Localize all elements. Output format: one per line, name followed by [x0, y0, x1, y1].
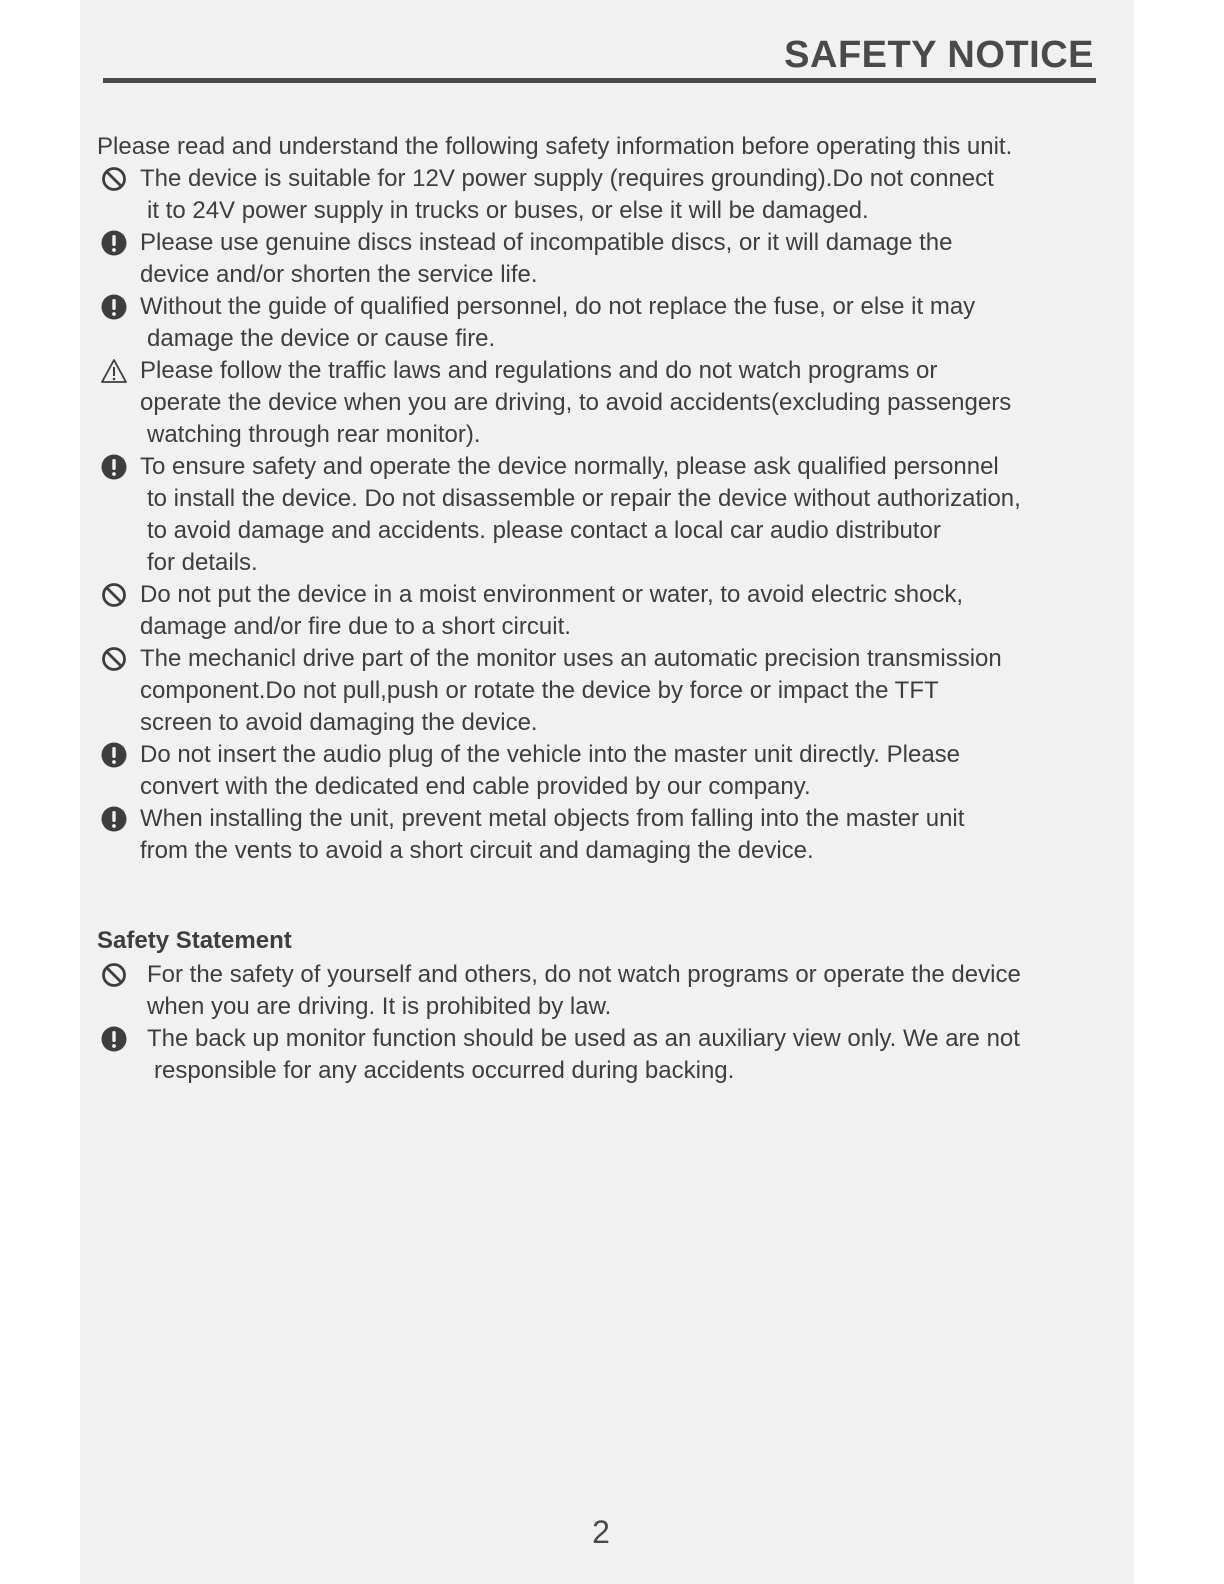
- notice-line: Do not insert the audio plug of the vehicle into the master unit directly. Please: [140, 741, 961, 768]
- statement-item: [97, 959, 1107, 1023]
- warning-triangle-icon: [101, 358, 127, 384]
- notice-item: [97, 355, 1107, 451]
- notice-line: operate the device when you are driving, to avoid accidents(excluding passengers: [140, 389, 1012, 416]
- notice-line: The device is suitable for 12V power supply (requires grounding).Do not connect: [140, 165, 994, 192]
- notice-item: [97, 451, 1107, 579]
- statement-item: [97, 1023, 1107, 1087]
- notice-item: [97, 803, 1107, 867]
- page-title: SAFETY NOTICE: [784, 34, 1094, 76]
- notice-item: [97, 227, 1107, 291]
- safety-statement-title: Safety Statement: [97, 927, 292, 954]
- notice-line: Please use genuine discs instead of incompatible discs, or it will damage the: [140, 229, 953, 256]
- page-number: 2: [592, 1514, 610, 1550]
- caution-icon: [101, 454, 127, 480]
- notice-line: device and/or shorten the service life.: [140, 261, 538, 288]
- notice-line: component.Do not pull,push or rotate the device by force or impact the TFT: [140, 677, 939, 704]
- statement-line: For the safety of yourself and others, do not watch programs or operate the device: [147, 961, 1021, 988]
- caution-icon: [101, 806, 127, 832]
- caution-icon: [101, 294, 127, 320]
- notice-line: watching through rear monitor).: [147, 421, 481, 448]
- statement-line: responsible for any accidents occurred during backing.: [154, 1057, 735, 1084]
- intro-text: Please read and understand the following safety information before operating this unit.: [97, 133, 1013, 160]
- notice-list: [97, 163, 1107, 867]
- caution-icon: [101, 230, 127, 256]
- prohibited-icon: [101, 166, 127, 192]
- notice-line: When installing the unit, prevent metal objects from falling into the master unit: [140, 805, 965, 832]
- title-divider: [103, 78, 1096, 83]
- safety-statement-list: [97, 959, 1107, 1087]
- notice-line: screen to avoid damaging the device.: [140, 709, 538, 736]
- statement-line: The back up monitor function should be used as an auxiliary view only. We are not: [147, 1025, 1020, 1052]
- notice-item: [97, 739, 1107, 803]
- notice-line: The mechanicl drive part of the monitor uses an automatic precision transmission: [140, 645, 1002, 672]
- notice-line: Do not put the device in a moist environment or water, to avoid electric shock,: [140, 581, 964, 608]
- notice-line: for details.: [147, 549, 258, 576]
- caution-icon: [101, 1026, 127, 1052]
- notice-line: Without the guide of qualified personnel, do not replace the fuse, or else it may: [140, 293, 976, 320]
- prohibited-icon: [101, 582, 127, 608]
- notice-line: Please follow the traffic laws and regulations and do not watch programs or: [140, 357, 938, 384]
- notice-item: [97, 163, 1107, 227]
- caution-icon: [101, 742, 127, 768]
- notice-line: convert with the dedicated end cable provided by our company.: [140, 773, 811, 800]
- notice-line: from the vents to avoid a short circuit and damaging the device.: [140, 837, 814, 864]
- notice-item: [97, 643, 1107, 739]
- prohibited-icon: [101, 962, 127, 988]
- notice-item: [97, 291, 1107, 355]
- notice-line: to install the device. Do not disassemble or repair the device without authorization,: [147, 485, 1021, 512]
- statement-line: when you are driving. It is prohibited by law.: [147, 993, 612, 1020]
- notice-line: damage and/or fire due to a short circuit.: [140, 613, 571, 640]
- notice-item: [97, 579, 1107, 643]
- prohibited-icon: [101, 646, 127, 672]
- notice-line: to avoid damage and accidents. please contact a local car audio distributor: [147, 517, 941, 544]
- notice-line: it to 24V power supply in trucks or buses, or else it will be damaged.: [147, 197, 869, 224]
- manual-page: [80, 0, 1134, 1584]
- notice-line: To ensure safety and operate the device normally, please ask qualified personnel: [140, 453, 999, 480]
- notice-line: damage the device or cause fire.: [147, 325, 496, 352]
